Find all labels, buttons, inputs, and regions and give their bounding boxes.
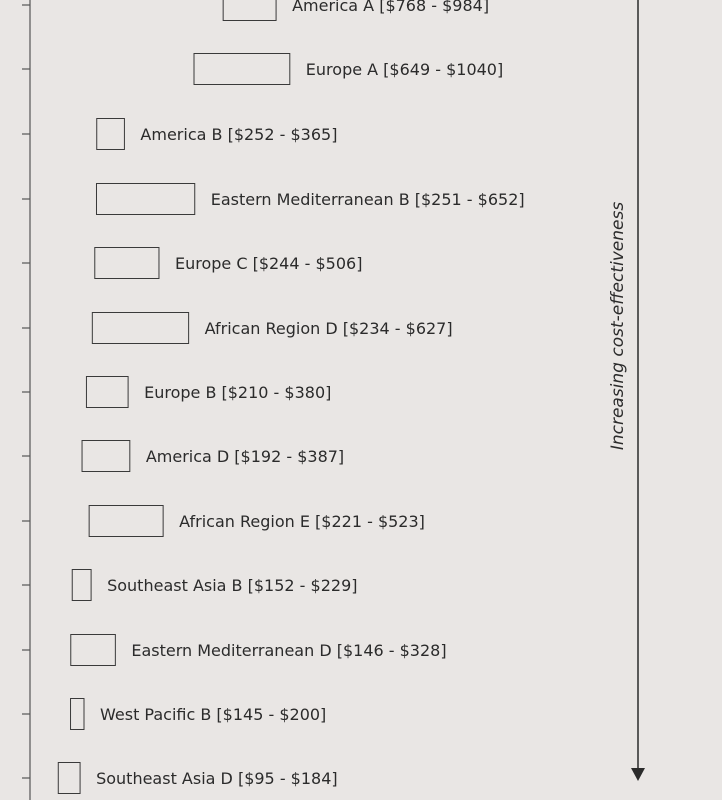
interval-label: America A [$768 - $984]	[292, 0, 490, 15]
cost-effectiveness-label: Increasing cost-effectiveness	[608, 201, 628, 451]
interval-box	[96, 184, 194, 215]
cost-effectiveness-arrow	[608, 0, 645, 781]
interval-box	[71, 635, 116, 666]
interval-box	[72, 570, 91, 601]
interval-label: African Region E [$221 - $523]	[179, 512, 425, 531]
interval-label: Europe C [$244 - $506]	[174, 254, 363, 273]
interval-box	[92, 313, 188, 344]
interval-marks	[58, 0, 524, 794]
interval-label: Europe A [$649 - $1040]	[305, 60, 504, 79]
interval-box	[82, 441, 130, 472]
interval-box	[97, 119, 125, 150]
interval-label: America B [$252 - $365]	[140, 125, 338, 144]
interval-label: Europe B [$210 - $380]	[144, 383, 332, 402]
interval-box	[71, 699, 84, 730]
interval-label: America D [$192 - $387]	[145, 447, 345, 466]
arrow-head	[631, 768, 645, 781]
interval-label: African Region D [$234 - $627]	[204, 319, 453, 338]
interval-box	[86, 377, 128, 408]
interval-box	[95, 248, 159, 279]
interval-box	[58, 763, 80, 794]
y-axis-ticks	[22, 5, 30, 778]
interval-box	[194, 54, 290, 85]
interval-label: Southeast Asia D [$95 - $184]	[96, 769, 338, 788]
interval-box	[89, 506, 163, 537]
interval-label: West Pacific B [$145 - $200]	[100, 705, 327, 724]
interval-label: Eastern Mediterranean D [$146 - $328]	[131, 641, 447, 660]
interval-box	[223, 0, 276, 21]
interval-label: Southeast Asia B [$152 - $229]	[107, 576, 358, 595]
interval-label: Eastern Mediterranean B [$251 - $652]	[210, 190, 525, 209]
